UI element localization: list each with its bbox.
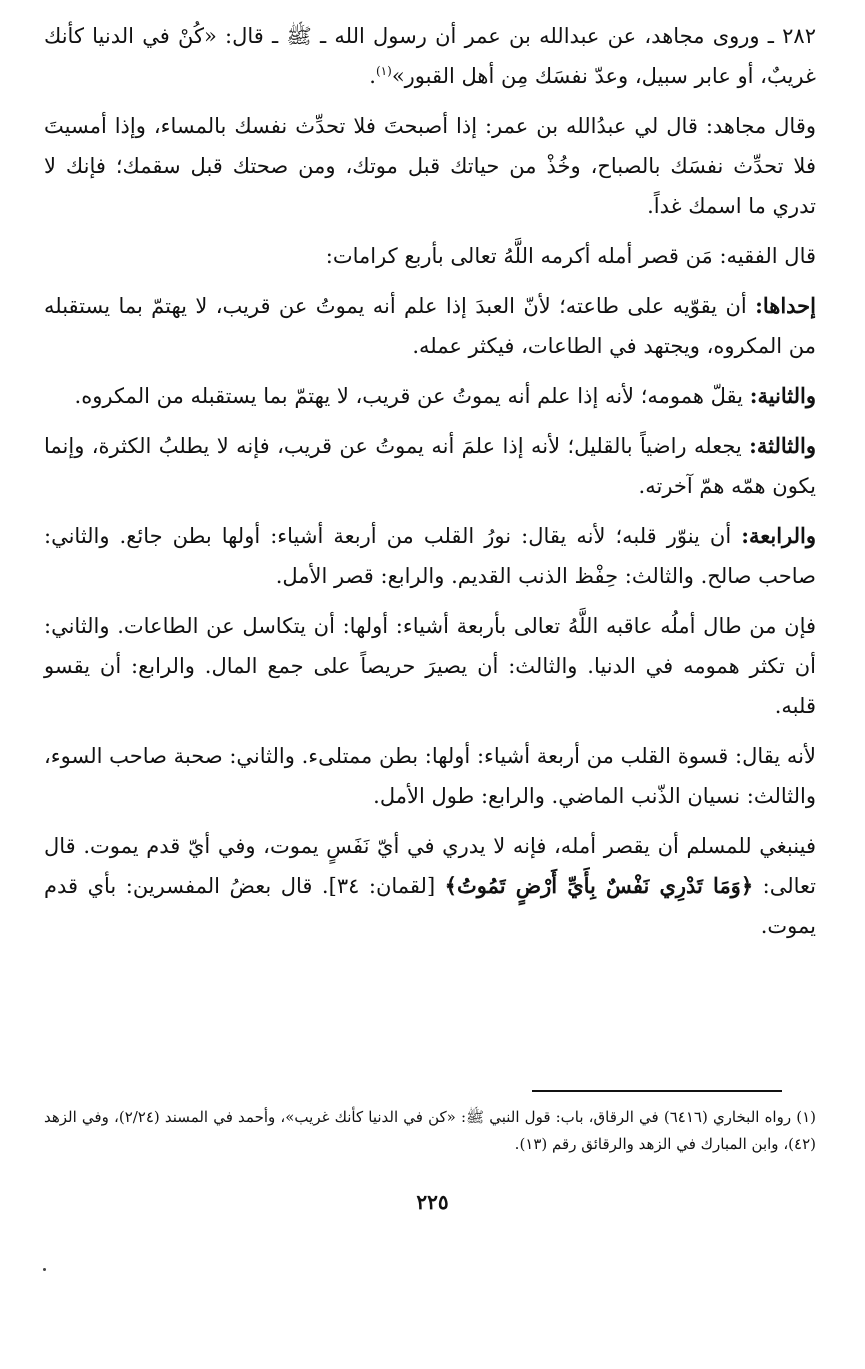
paragraph-conclusion: [44, 826, 816, 946]
footnote-reference: (١): [375, 64, 392, 78]
paragraph-lead: إحداها:: [755, 293, 816, 318]
paragraph-text: [لقمان: ٣٤]. قال بعضُ المفسرين: بأي قدم يموت.: [44, 874, 816, 938]
paragraph-long-hope: [44, 606, 816, 726]
page-number: ٢٢٥: [416, 1190, 449, 1214]
main-text: [44, 16, 816, 956]
paragraph-lead: والثالثة:: [749, 433, 816, 458]
paragraph-faqih: [44, 236, 816, 276]
footnote-divider: [532, 1090, 782, 1092]
paragraph-text: أن ينوّر قلبه؛ لأنه يقال: نورُ القلب من أربعة أشياء: أولها بطن جائع. والثاني: صاحب صالح. والثالث: حِفْظ الذنب القديم. والرابع: قصر الأمل.: [44, 524, 816, 588]
paragraph-text: قال الفقيه: مَن قصر أمله أكرمه اللَّهُ تعالى بأربع كرامات:: [325, 244, 816, 268]
paragraph-lead: والرابعة:: [741, 523, 816, 548]
paragraph-third-honor: [44, 426, 816, 506]
paragraph-hardness-of-heart: [44, 736, 816, 816]
paragraph-text: أن يقوّيه على طاعته؛ لأنّ العبدَ إذا علم أنه يموتُ عن قريب، لا يهتمّ بما يستقبله من المكروه، ويجتهد في الطاعات، فيكثر عمله.: [44, 294, 816, 358]
footnote: (١) رواه البخاري (٦٤١٦) في الرقاق، باب: قول النبي ﷺ: «كن في الدنيا كأنك غريب»، وأحمد في المسند (٢/٢٤)، وفي الزهد (٤٢)، وابن المبارك في الزهد والرقائق رقم (١٣).: [44, 1108, 816, 1153]
quran-verse: ﴿وَمَا تَدْرِي نَفْسٌ بِأَيِّ أَرْضٍ تَمُوتُ﴾: [444, 873, 754, 898]
paragraph-text: فإن من طال أملُه عاقبه اللَّهُ تعالى بأربعة أشياء: أولها: أن يتكاسل عن الطاعات. والثاني: أن تكثر همومه في الدنيا. والثالث: أن يصيرَ حريصاً على جمع المال. والرابع: أن يقسو قلبه.: [44, 614, 816, 718]
paragraph-fourth-honor: [44, 516, 816, 596]
paragraph-mujahid: [44, 106, 816, 226]
paragraph-text: فينبغي للمسلم أن يقصر أمله، فإنه لا يدري في أيّ نَفَسٍ يموت، وفي أيّ قدم يموت. قال تعالى:: [44, 834, 817, 898]
paragraph-text: لأنه يقال: قسوة القلب من أربعة أشياء: أولها: بطن ممتلىء. والثاني: صحبة صاحب السوء، والثالث: نسيان الذّنب الماضي. والرابع: طول الأمل.: [44, 744, 816, 808]
paragraph-lead: والثانية:: [749, 383, 816, 408]
paragraph-first-honor: [44, 286, 816, 366]
paragraph-second-honor: [44, 376, 816, 416]
paragraph-text: يجعله راضياً بالقليل؛ لأنه إذا علمَ أنه يموتُ عن قريب، فإنه لا يطلبُ الكثرة، وإنما يكون همّه همّ آخرته.: [44, 434, 816, 498]
paragraph-text: وقال مجاهد: قال لي عبدُالله بن عمر: إذا أصبحتَ فلا تحدِّث نفسك بالمساء، وإذا أمسيتَ فلا تحدِّث نفسَك بالصباح، وخُذْ من حياتك قبل موتك، ومن صحتك قبل سقمك؛ فإنك لا تدري ما اسمك غداً.: [44, 114, 816, 218]
paragraph-text: يقلّ همومه؛ لأنه إذا علم أنه يموتُ عن قريب، لا يهتمّ بما يستقبله من المكروه.: [74, 384, 750, 408]
paragraph-hadith-282: ٢٨٢ ـ وروى مجاهد، عن عبدالله بن عمر أن رسول الله ـ ﷺ ـ قال: «كُنْ في الدنيا كأنك غريبٌ، أو عابر سبيل، وعدّ نفسَك مِن أهل القبور»$^{(١)}$.: [44, 24, 816, 88]
scan-speck: [43, 1268, 46, 1271]
paragraph-text: ٢٨٢ ـ وروى مجاهد، عن عبدالله بن عمر أن رسول الله ـ ﷺ ـ قال: «كُنْ في الدنيا كأنك غريبٌ، أو عابر سبيل، وعدّ نفسَك مِن أهل القبور»: [44, 24, 816, 88]
